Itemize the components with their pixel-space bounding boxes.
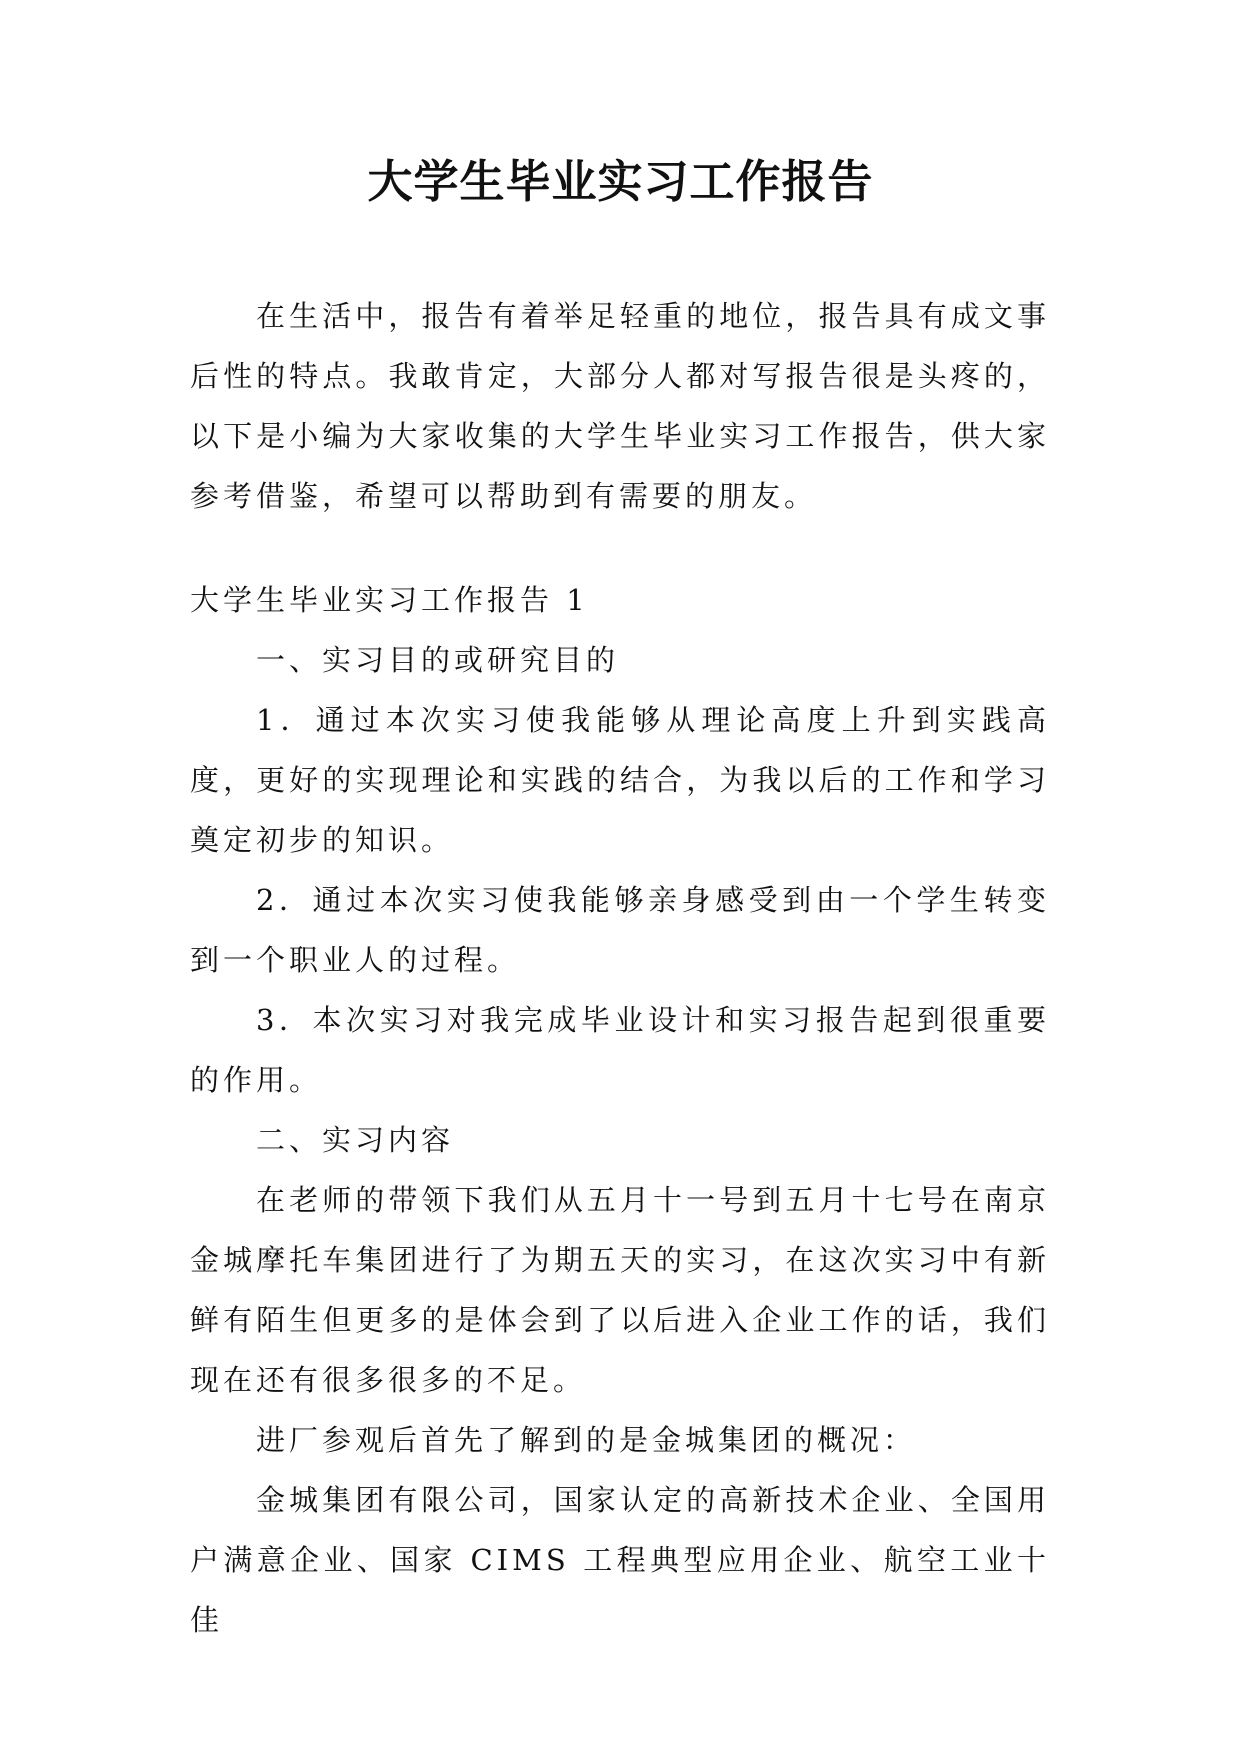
- list-item-3: 3．本次实习对我完成毕业设计和实习报告起到很重要的作用。: [190, 1003, 1050, 1097]
- heading-purpose: 一、实习目的或研究目的: [256, 643, 620, 677]
- content-paragraph-1: 在老师的带领下我们从五月十一号到五月十七号在南京金城摩托车集团进行了为期五天的实习，在这次实习中有新鲜有陌生但更多的是体会到了以后进入企业工作的话，我们现在还有很多很多的不足。: [190, 1183, 1050, 1397]
- document-title: 大学生毕业实习工作报告: [367, 155, 874, 208]
- section-title: 大学生毕业实习工作报告 1: [190, 583, 589, 617]
- heading-content: 二、实习内容: [256, 1123, 455, 1157]
- intro-paragraph: 在生活中，报告有着举足轻重的地位，报告具有成文事后性的特点。我敢肯定，大部分人都对写报告很是头疼的，以下是小编为大家收集的大学生毕业实习工作报告，供大家参考借鉴，希望可以帮助到有需要的朋友。: [190, 299, 1050, 513]
- content-paragraph-3: 金城集团有限公司，国家认定的高新技术企业、全国用户满意企业、国家 CIMS 工程典型应用企业、航空工业十佳: [190, 1483, 1050, 1637]
- list-item-1: 1．通过本次实习使我能够从理论高度上升到实践高度，更好的实现理论和实践的结合，为我以后的工作和学习奠定初步的知识。: [190, 703, 1050, 857]
- document-body: [190, 286, 1050, 1650]
- list-item-2: 2．通过本次实习使我能够亲身感受到由一个学生转变到一个职业人的过程。: [190, 883, 1050, 977]
- paragraph-gap: [190, 526, 1050, 570]
- content-paragraph-2: 进厂参观后首先了解到的是金城集团的概况：: [256, 1423, 917, 1457]
